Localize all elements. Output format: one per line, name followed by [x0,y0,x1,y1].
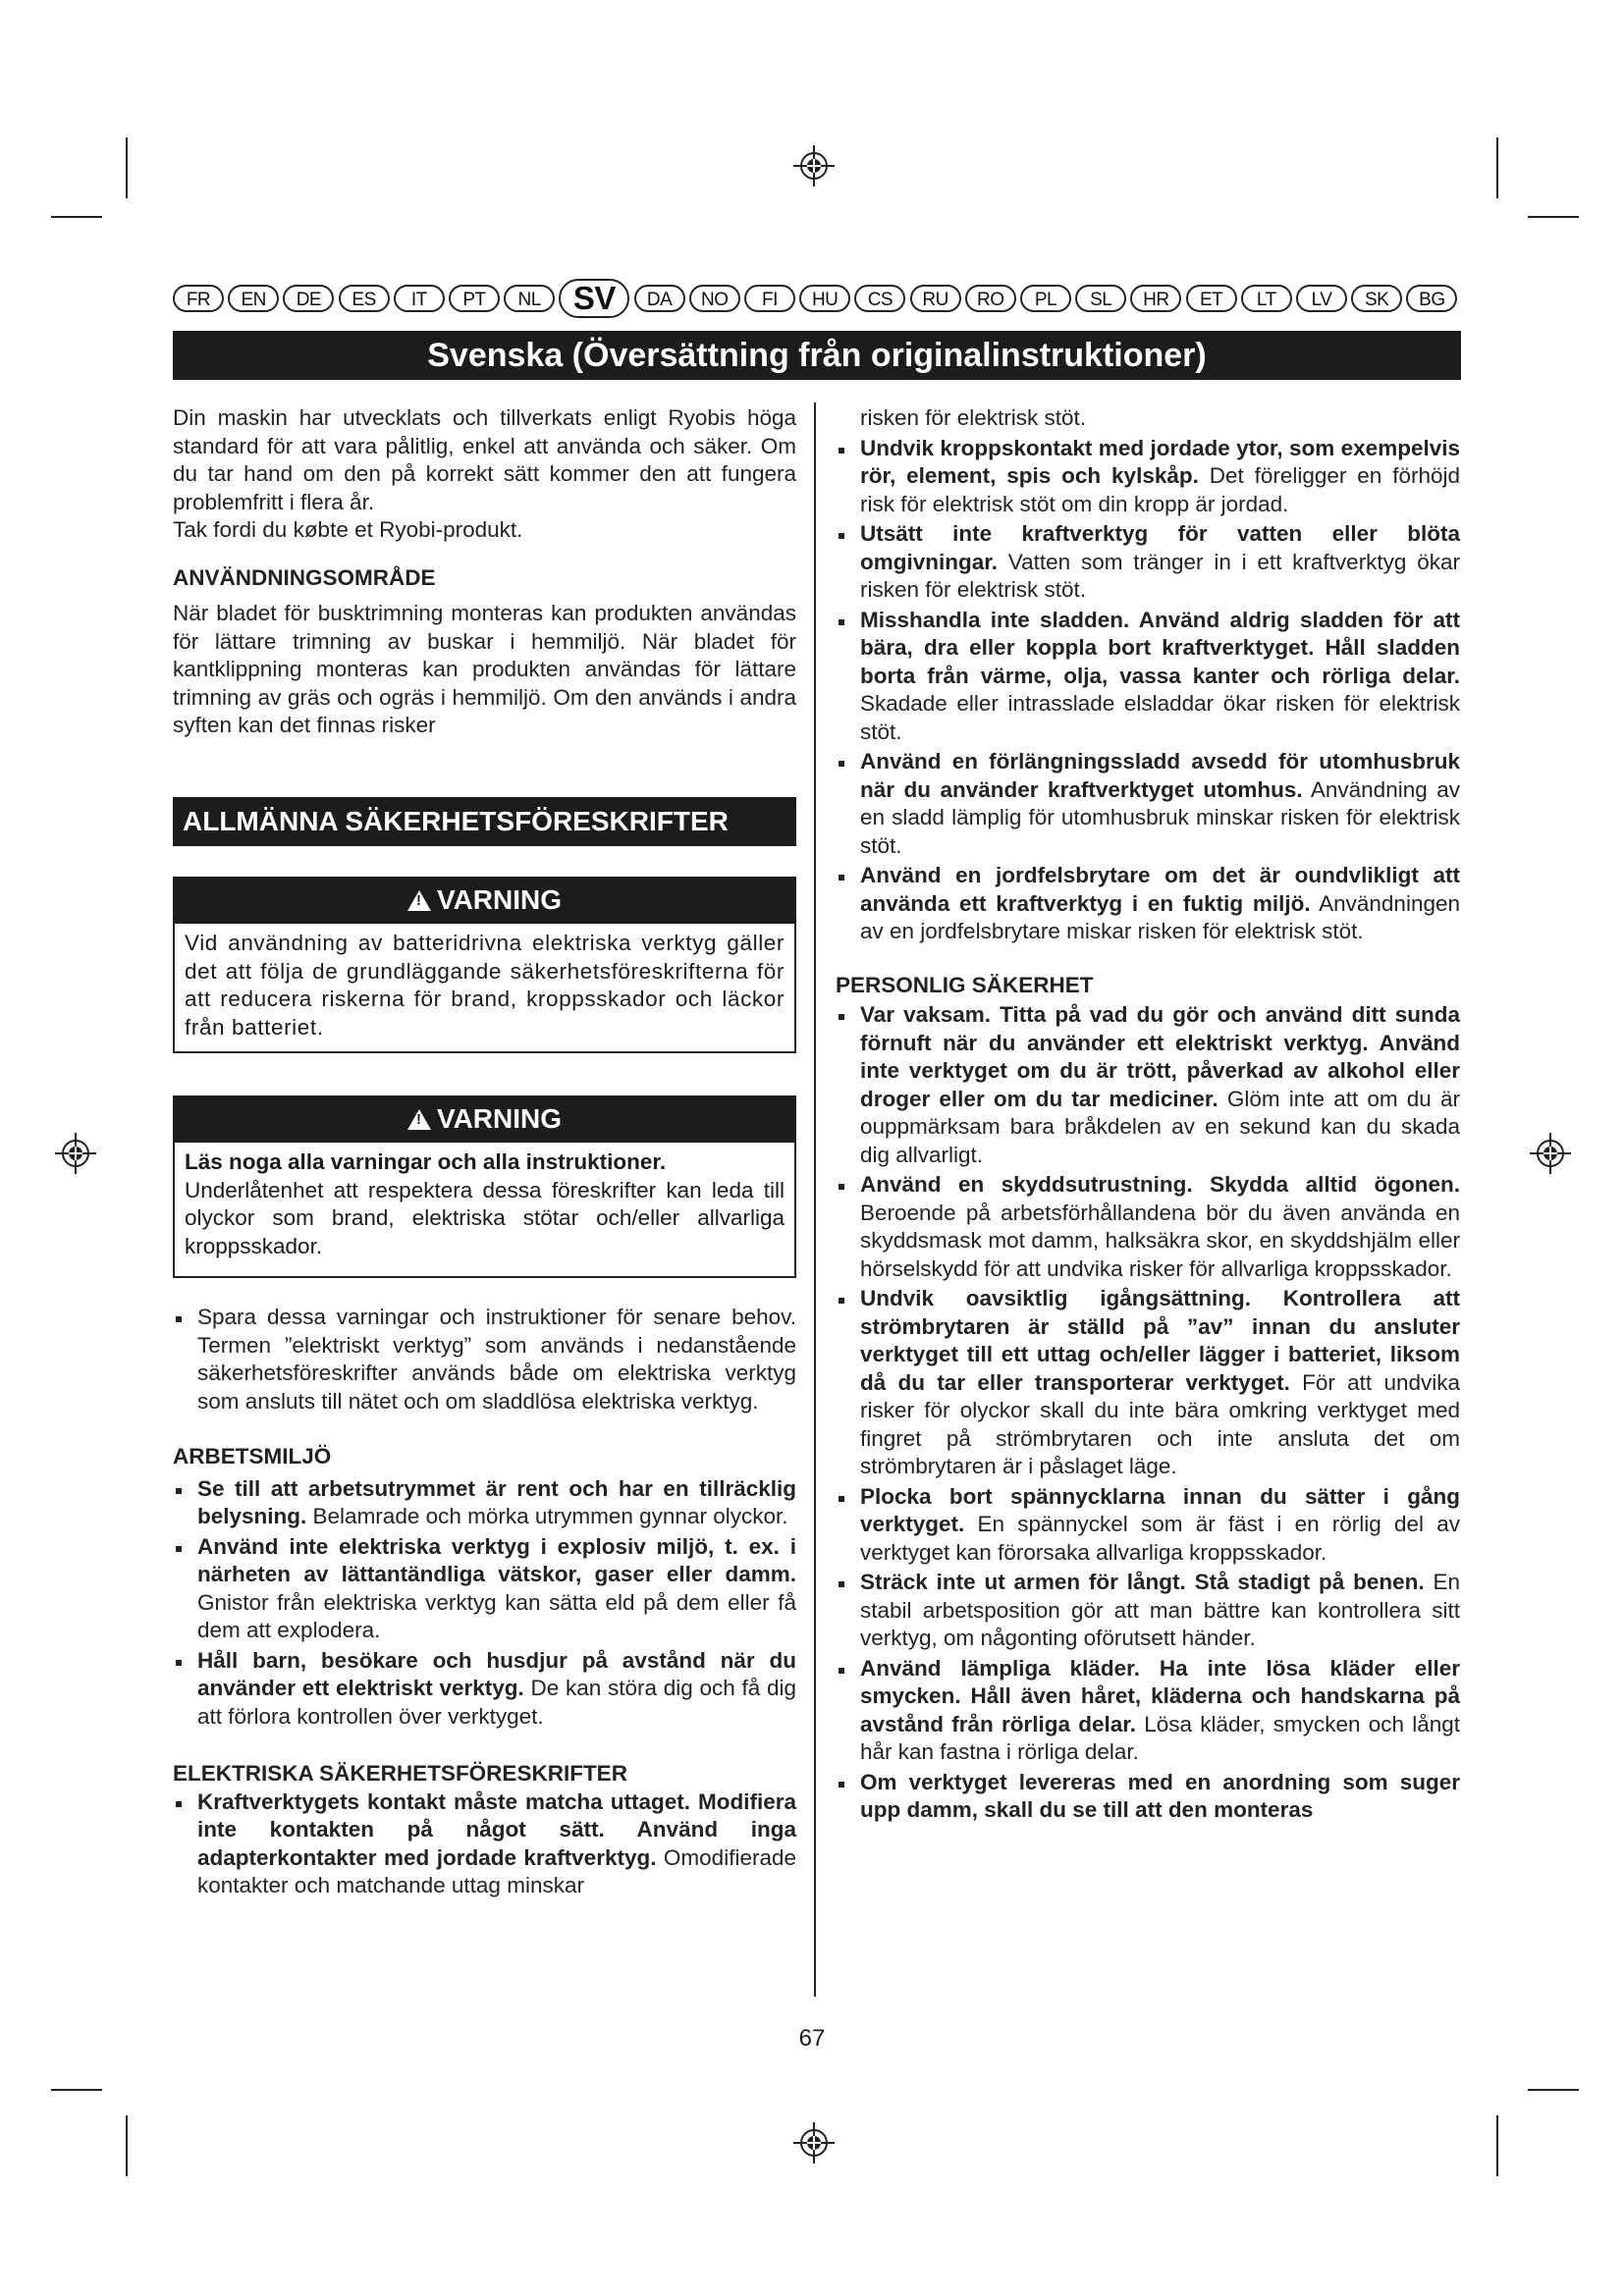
work-area-heading: ARBETSMILJÖ [173,1444,332,1468]
item-text: De kan störa dig och få dig att förlora kontrollen över verktyget. [197,1676,796,1729]
item-bold: Sträck inte ut armen för långt. Stå stadigt på benen. [860,1570,1425,1594]
crop-mark [126,137,128,198]
language-tab-sk[interactable]: SK [1351,285,1402,312]
item-text: Glöm inte att om du är ouppmärksam bara bråkdelen av en sekund kan du skada dig allvarligt. [860,1086,1460,1167]
language-tab-fi[interactable]: FI [744,285,795,312]
page-number: 67 [798,2025,826,2052]
language-tab-lt[interactable]: LT [1241,285,1292,312]
warning-box-2 [173,1095,796,1278]
item-bold: Utsätt inte kraftverktyg för vatten eller blöta omgivningar. [860,521,1460,574]
language-tab-sv[interactable]: SV [559,279,629,318]
crop-mark [1496,137,1498,198]
list-item [836,1769,1460,1825]
item-text: Användning av en sladd lämplig för utomhusbruk minskar risken för elektrisk stöt. [860,776,1461,858]
item-bold: Använd en jordfelsbrytare om det är oundvlikligt att använda ett kraftverktyg i en fuktig miljö. [860,863,1460,916]
language-tab-no[interactable]: NO [689,285,740,312]
language-tab-lv[interactable]: LV [1296,285,1347,312]
language-tab-hr[interactable]: HR [1130,285,1181,312]
item-bold: Misshandla inte sladden. Använd aldrig sladden för att bära, dra eller koppla bort kraftverktyget. Håll sladden borta från värme, olja, vassa kanter och rörliga delar. [860,607,1460,688]
list-item [836,1001,1460,1169]
language-tab-it[interactable]: IT [394,285,445,312]
item-bold: Använd en förlängningssladd avsedd för utomhusbruk när du använder kraftverktyget utomhus. [860,749,1460,802]
list-item [836,1285,1460,1481]
registration-mark-icon [1528,1131,1573,1176]
item-text: Belamrade och mörka utrymmen gynnar olyckor. [306,1504,788,1528]
right-column [836,404,1460,1825]
item-text: För att undvika risker för olyckor skall du inte bära omkring verktyget med fingret på strömbrytaren och inte ansluta det om strömbrytaren är i påslaget läge. [860,1369,1460,1478]
list-item [836,862,1460,946]
item-bold: Se till att arbetsutrymmet är rent och har en tillräcklig belysning. [197,1475,796,1528]
crop-mark [51,216,102,218]
warning-body-text: Underlåtenhet att respektera dessa föreskrifter kan leda till olyckor som brand, elektriska stötar och/eller allvarliga kroppsskador. [185,1177,785,1258]
warning-box-1 [173,877,796,1053]
intro-thanks: Tak fordi du købte et Ryobi-produkt. [173,517,523,542]
item-text: Omodifierade kontakter och matchande uttag minskar [197,1844,796,1897]
warning-triangle-icon [407,890,431,911]
item-text: Användningen av en jordfelsbrytare miskar risken för elektrisk stöt. [860,890,1460,943]
list-item [173,1789,796,1900]
work-area-list [173,1475,796,1732]
list-item [836,1171,1460,1283]
list-item [173,1475,796,1531]
item-text: En stabil arbetsposition gör att man bättre kan kontrollera sitt verktyg, om någonting oförutsett händer. [860,1570,1460,1650]
item-bold: Använd en skyddsutrustning. Skydda alltid ögonen. [860,1172,1460,1197]
intro-text: Din maskin har utvecklats och tillverkats enligt Ryobis höga standard för att vara pålitlig, enkel att använda och säker. Om du tar hand om den på korrekt sätt kommer den att fungera problemfritt i flera år. [173,405,796,514]
language-tab-et[interactable]: ET [1186,285,1237,312]
language-tab-pl[interactable]: PL [1020,285,1071,312]
language-tab-nl[interactable]: NL [504,285,555,312]
item-text: Det föreligger en förhöjd risk för elektrisk stöt om din kropp är jordad. [860,463,1460,516]
personal-heading: PERSONLIG SÄKERHET [836,972,1094,997]
item-bold: Håll barn, besökare och husdjur på avstånd när du använder ett elektriskt verktyg. [197,1647,796,1700]
list-item [836,520,1460,605]
language-tab-fr[interactable]: FR [173,285,224,312]
list-item [836,748,1460,860]
warning-triangle-icon [407,1109,431,1130]
warning-header [173,1095,796,1143]
list-item [173,1647,796,1732]
item-bold: Var vaksam. Titta på vad du gör och använd ditt sunda förnuft när du använder ett elektriskt verktyg. Använd inte verktyget om du är trött, påverkad av alkohol eller droger eller om du tar mediciner. [860,1002,1460,1111]
list-item [836,435,1460,519]
item-bold: Undvik oavsiktlig igångsättning. Kontrollera att strömbrytaren är ställd på ”av” innan du ansluter verktyget till ett uttag och/eller lägger i batteriet, liksom då du tar eller transporterar verktyget. [860,1286,1460,1395]
item-text: Skadade eller intrasslade elsladdar ökar risken för elektrisk stöt. [860,691,1460,744]
language-tab-da[interactable]: DA [634,285,685,312]
electrical-list [836,435,1460,946]
language-tab-ru[interactable]: RU [910,285,961,312]
usage-text: När bladet för busktrimning monteras kan produkten användas för lättare trimning av buskar i hemmiljö. När bladet för kantklippning monteras kan produkten användas för lättare trimning av gräs och ogräs i hemmiljö. Om den används i andra syften kan det finnas risker [173,601,796,737]
language-tab-es[interactable]: ES [339,285,390,312]
language-tab-cs[interactable]: CS [854,285,905,312]
item-text: En spännyckel som är fäst i en rörlig del av verktyget kan förorsaka allvarliga kroppsskador. [860,1512,1460,1565]
list-item [836,607,1460,747]
item-bold: Undvik kroppskontakt med jordade ytor, som exempelvis rör, element, spis och kylskåp. [860,435,1460,488]
registration-mark-icon [791,2120,837,2165]
crop-mark [1496,2115,1498,2176]
list-item [173,1533,796,1645]
crop-mark [1528,2089,1579,2091]
list-item [836,1655,1460,1767]
language-tab-en[interactable]: EN [228,285,279,312]
item-bold: Om verktyget levereras med en anordning som suger upp damm, skall du se till att den monteras [860,1769,1460,1822]
registration-mark-icon [791,143,837,188]
language-tabs [173,279,1459,320]
item-bold: Använd inte elektriska verktyg i explosiv miljö, t. ex. i närheten av lättantändliga vätskor, gaser eller damm. [197,1533,796,1586]
language-tab-hu[interactable]: HU [799,285,850,312]
item-bold: Kraftverktygets kontakt måste matcha uttaget. Modifiera inte kontakten på något sätt. Använd inga adapterkontakter med jordade kraftverktyg. [197,1789,796,1870]
intro-block [173,404,796,740]
item-bold: Använd lämpliga kläder. Ha inte lösa kläder eller smycken. Håll även håret, kläderna och handskarna på avstånd från rörliga delar. [860,1655,1460,1736]
item-text: Vatten som tränger in i ett kraftverktyg ökar risken för elektrisk stöt. [860,549,1460,602]
item-text: Beroende på arbetsförhållandena bör du även använda en skyddsmask mot damm, halksäkra skor, en skyddshjälm eller hörselskydd för att undvika risker för allvarliga kroppsskador. [860,1200,1460,1281]
usage-heading: ANVÄNDNINGSOMRÅDE [173,564,436,590]
language-tab-pt[interactable]: PT [449,285,500,312]
personal-list [836,1001,1460,1825]
language-tab-ro[interactable]: RO [965,285,1016,312]
language-tab-de[interactable]: DE [283,285,334,312]
list-item [836,1569,1460,1653]
page-title: Svenska (Översättning från originalinstruktioner) [173,331,1461,380]
item-text: Gnistor från elektriska verktyg kan sätta eld på dem eller få dem att explodera. [197,1589,796,1642]
warning-bold-text: Läs noga alla varningar och alla instruktioner. [185,1149,667,1174]
crop-mark [51,2089,102,2091]
item-bold: Plocka bort spännycklarna innan du sätter i gång verktyget. [860,1483,1460,1536]
crop-mark [1528,216,1579,218]
language-tab-bg[interactable]: BG [1406,285,1457,312]
registration-mark-icon [53,1131,98,1176]
warning-label: VARNING [436,1103,563,1134]
column-divider [814,402,816,1997]
language-tab-sl[interactable]: SL [1075,285,1126,312]
continued-text: risken för elektrisk stöt. [860,405,1087,430]
left-lower-block [173,1304,796,1900]
item-text: Lösa kläder, smycken och långt hår kan fastna i rörliga delar. [860,1711,1460,1764]
warning-label: VARNING [436,884,563,915]
warning-text: Vid användning av batteridrivna elektriska verktyg gäller det att följa de grundläggande säkerhetsföreskrifterna för att reducera riskerna för brand, kroppsskador och läckor från batteriet. [185,931,785,1040]
general-safety-heading: ALLMÄNNA SÄKERHETSFÖRESKRIFTER [173,797,796,846]
warning-header [173,877,796,924]
list-item [836,1483,1460,1568]
save-note: Spara dessa varningar och instruktioner för senare behov. Termen ”elektriskt verktyg” som används i nedanstående säkerhetsföreskrifter används både om elektriska verktyg som ansluts till nätet och om sladdlösa elektriska verktyg. [173,1304,796,1415]
crop-mark [126,2115,128,2176]
warning-text [175,1143,794,1270]
electrical-heading: ELEKTRISKA SÄKERHETSFÖRESKRIFTER [173,1761,627,1786]
